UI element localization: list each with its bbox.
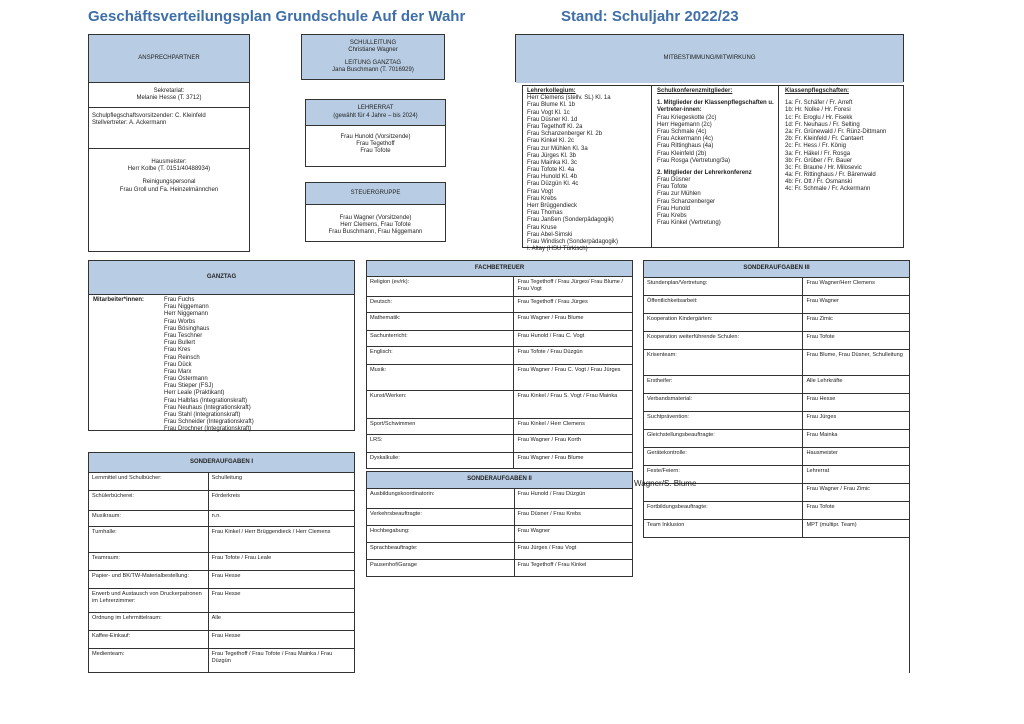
staff-member: Frau Abel-Simski xyxy=(527,231,573,238)
task-assignee: Frau Wagner xyxy=(803,296,910,314)
task-assignee: Hausmeister xyxy=(803,448,910,466)
s2-header: SONDERAUFGABEN II xyxy=(367,472,633,489)
task-label: Teamraum: xyxy=(89,553,209,571)
task-assignee: Frau Hesse xyxy=(208,589,354,613)
special-tasks-1-table xyxy=(88,452,355,673)
staff-member: Frau Jürges Kl. 3b xyxy=(527,152,577,159)
task-label: Hochbegabung: xyxy=(367,526,515,543)
table-row xyxy=(367,489,633,509)
task-label: Mathematik: xyxy=(367,313,514,331)
table-row xyxy=(644,332,910,350)
s1-header: SONDERAUFGABEN I xyxy=(89,453,355,473)
task-assignee: Alle xyxy=(208,613,354,631)
task-assignee: Frau Wagner / Frau Blume xyxy=(514,453,633,469)
task-label: Erstheifer: xyxy=(644,376,803,394)
teacher-conf-member: Frau zur Mühlen xyxy=(657,191,701,198)
teacher-conf-member: Frau Schanzenberger xyxy=(657,198,716,205)
task-assignee: Frau Hesse xyxy=(208,631,354,649)
class-parent-entry: 3a: Fr. Häkel / Fr. Rosga xyxy=(785,150,851,157)
all-day-staff-member: Frau Worbs xyxy=(164,318,196,325)
task-label: Dyskalkulie: xyxy=(367,453,514,469)
staff-member: Frau Mainka Kl. 3c xyxy=(527,159,578,166)
task-label: Religion (ev/rk): xyxy=(367,277,514,297)
task-assignee: Frau Hesse xyxy=(208,571,354,589)
class-parent-entry: 4b: Fr. Ott / Fr. Osmanski xyxy=(785,179,853,186)
staff-member: Herr Brüggendieck xyxy=(527,203,578,209)
task-assignee: Frau Tegethoff / Frau Tofote / Frau Mainka / Frau Düzgün xyxy=(208,649,354,673)
table-row xyxy=(644,376,910,394)
table-row xyxy=(89,571,355,589)
class-parent-entry: 3b: Fr. Grüber / Fr. Bauer xyxy=(785,157,853,164)
table-row xyxy=(367,560,633,577)
task-assignee: Schulleitung xyxy=(208,473,354,491)
all-day-staff-member: Frau Dück xyxy=(164,361,192,368)
teacher-conf-member: Frau Krebs xyxy=(657,213,687,219)
task-label: Lernmittel und Schulbücher: xyxy=(89,473,209,491)
all-day-staff-member: Frau Kres xyxy=(164,347,191,354)
task-assignee: Lehrerrat xyxy=(803,466,910,484)
staff-member: Frau Thomas xyxy=(527,210,563,217)
task-assignee: Frau Tofote / Frau Düzgün xyxy=(514,347,633,365)
table-row xyxy=(367,331,633,347)
teacher-conf-member: Frau Kinkel (Vertretung) xyxy=(657,220,721,227)
all-day-staff-member: Frau Teschner xyxy=(164,332,203,339)
table-row xyxy=(89,649,355,673)
task-assignee: Frau Zimic xyxy=(803,314,910,332)
class-parent-entry: 2c: Fr. Hess / Fr. König xyxy=(785,143,847,150)
staff-member: Herr Clemens (stellv. SL) Kl. 1a xyxy=(527,95,611,102)
table-row xyxy=(89,511,355,527)
task-label: Verbandsmaterial: xyxy=(644,394,803,412)
task-label: Medienteam: xyxy=(89,649,209,673)
table-row xyxy=(89,631,355,649)
task-assignee: Frau Wagner / Frau C. Vogt / Frau Jürges xyxy=(514,365,633,391)
task-label: LRS: xyxy=(367,435,514,453)
fb-header: FACHBETREUER xyxy=(367,261,633,277)
steering-group-header: STEUERGRUPPE xyxy=(306,183,445,205)
task-assignee: Frau Kinkel / Frau S. Vogt / Frau Mainka xyxy=(514,391,633,419)
table-row xyxy=(644,296,910,314)
class-parent-entry: 4c: Fr. Schmale / Fr. Ackermann xyxy=(785,186,871,193)
table-row xyxy=(367,419,633,435)
staff-member: Frau Hunold Kl. 4b xyxy=(527,174,578,181)
staff-list: Lehrerkollegium: Herr Clemens (stellv. SL) Kl. 1a Frau Blume Kl. 1b Frau Vogt Kl. 1c Frau Düsner Kl. 1d Frau Tegethoff Kl. 2a Frau Schanzenberger Kl. 2b Frau Kinkel Kl. 2c Frau zur Mühlen Kl. 3a Frau Jürges Kl. 3b Frau Mainka Kl. 3c Frau Tofote Kl. 4a Frau Hunold Kl. 4b Frau Düzgün Kl. 4c Frau Vogt Frau Krebs Herr Brüggendieck Frau Thomas Frau Janßen (Sonderpädagogik) Frau Kruse Frau Abel-Simski Frau Windisch (Sonderpädagogik) I. Altay (HSU Türkisch) xyxy=(527,88,653,253)
task-label: Schülerbücherei: xyxy=(89,491,209,511)
table-row xyxy=(89,589,355,613)
task-label: Gerätekontrolle: xyxy=(644,448,803,466)
table-row xyxy=(89,553,355,571)
school-conference-list: Schulkonferenzmitglieder: 1. Mitglieder der Klassenpflegschaften u. Vertreter-innen: Frau Kriegeskotte (2c) Herr Hegemann (2c) Frau Schmale (4c) Frau Ackermann (4c) Frau Rittinghaus (4a) Frau Kleinfeld (2b) Frau Rosga (Vertretung/3a) 2. Mitglieder der Lehrerkonferenz Frau Düsner Frau Tofote Frau zur Mühlen Frau Schanzenberger Frau Hunold Frau Krebs Frau Kinkel (Vertretung) xyxy=(657,88,777,227)
task-assignee: Frau Kinkel / Herr Brüggendieck / Herr Clemens xyxy=(208,527,354,553)
staff-member: Frau Kruse xyxy=(527,224,557,231)
class-parent-entry: 1d: Fr. Neuhaus / Fr. Selting xyxy=(785,121,860,128)
task-assignee: Frau Tegethoff / Frau Kinkel xyxy=(514,560,632,577)
all-day-header: GANZTAG xyxy=(89,261,354,295)
steering-group-box xyxy=(305,182,446,242)
task-assignee: Frau Tofote xyxy=(803,502,910,520)
task-assignee: Frau Hesse xyxy=(803,394,910,412)
task-assignee: Frau Hunold / Frau C. Vogt xyxy=(514,331,633,347)
staff-member: Frau Blume Kl. 1b xyxy=(527,102,576,109)
parent-member: Frau Rosga (Vertretung/3a) xyxy=(657,157,731,164)
steering-group-members: Frau Wagner (Vorsitzende) Herr Clemens, Frau Tofote Frau Buschmann, Frau Niggemann xyxy=(328,215,423,236)
staff-member: Frau Düsner Kl. 1d xyxy=(527,116,578,123)
all-day-staff-member: Frau Ostermann xyxy=(164,376,208,383)
all-day-staff-member: Frau Halbfas (Integrationskraft) xyxy=(164,397,248,404)
table-row xyxy=(367,313,633,331)
task-label: Kooperation weiterführende Schulen: xyxy=(644,332,803,350)
task-assignee: Frau Wagner xyxy=(514,526,632,543)
teacher-council-box xyxy=(305,99,446,167)
secretariat: Sekretariat: Melanie Hesse (T. 3712) xyxy=(136,88,202,102)
task-assignee: Frau Tofote xyxy=(803,332,910,350)
task-label: Kooperation Kindergärten: xyxy=(644,314,803,332)
table-row xyxy=(367,277,633,297)
task-label: Öffentlichkeitsarbeit: xyxy=(644,296,803,314)
staff-member: Frau Janßen (Sonderpädagogik) xyxy=(527,217,614,224)
task-label: Gleichstellungsbeauftragte: xyxy=(644,430,803,448)
table-row xyxy=(644,350,910,376)
table-row xyxy=(367,543,633,560)
task-label: Sprachbeauftragte: xyxy=(367,543,515,560)
task-label: Deutsch: xyxy=(367,297,514,313)
task-assignee: Frau Wagner / Frau Zimic xyxy=(803,484,910,502)
contacts-box xyxy=(88,34,250,252)
task-label: Kaffee-Einkauf: xyxy=(89,631,209,649)
task-assignee: MPT (multipr. Team) xyxy=(803,520,910,538)
task-label: Verkehrsbeauftragte: xyxy=(367,509,515,526)
table-row xyxy=(367,509,633,526)
table-row xyxy=(367,526,633,543)
all-day-staff-member: Frau Stahl (Integrationskraft) xyxy=(164,412,241,418)
task-label: Stundenplan/Vertretung: xyxy=(644,278,803,296)
overlay-text: Wagner/S. Blume xyxy=(634,479,697,488)
participation-content xyxy=(522,85,904,253)
staff-member: Frau Schanzenberger Kl. 2b xyxy=(527,131,603,138)
teacher-conf-member: Frau Tofote xyxy=(657,184,688,191)
task-assignee: Alle Lehrkräfte xyxy=(803,376,910,394)
task-assignee: Frau Tegethoff / Frau Jürges xyxy=(514,297,633,313)
participation-box xyxy=(515,34,904,82)
special-tasks-3-table xyxy=(643,260,910,538)
staff-member: Frau Krebs xyxy=(527,195,557,202)
class-parent-entry: 4a: Fr. Rittinghaus / Fr. Bärenwald xyxy=(785,172,876,179)
task-assignee: Frau Wagner / Frau Blume xyxy=(514,313,633,331)
all-day-staff-member: Frau Schneider (Integrationskraft) xyxy=(164,419,254,426)
task-assignee: Förderkreis xyxy=(208,491,354,511)
task-label: Papier- und BK/TW-Materialbestellung: xyxy=(89,571,209,589)
table-row xyxy=(367,297,633,313)
table-row xyxy=(367,453,633,469)
task-assignee: n.n. xyxy=(208,511,354,527)
table-row xyxy=(89,613,355,631)
table-row xyxy=(367,365,633,391)
task-assignee: Frau Mainka xyxy=(803,430,910,448)
staff-member: Frau Windisch (Sonderpädagogik) xyxy=(527,238,619,245)
task-assignee: Frau Hunold / Frau Düzgün xyxy=(514,489,632,509)
task-label: Ausbildungskoordinatorin: xyxy=(367,489,515,509)
school-year: Stand: Schuljahr 2022/23 xyxy=(561,8,739,25)
all-day-staff-list xyxy=(164,297,254,434)
participation-header: MITBESTIMMUNG/MITWIRKUNG xyxy=(516,35,903,83)
task-label: Team Inklusion xyxy=(644,520,803,538)
table-row xyxy=(89,473,355,491)
all-day-staff-label: Mitarbeiter*innen: xyxy=(93,297,145,303)
task-assignee: Frau Wagner/Herr Clemens xyxy=(803,278,910,296)
task-assignee: Frau Kinkel / Herr Clemens xyxy=(514,419,633,435)
task-label: Sachunterricht: xyxy=(367,331,514,347)
parent-member: Herr Hegemann (2c) xyxy=(657,121,712,128)
task-label: Erwerb und Austausch von Druckerpatronen im Lehrerzimmer: xyxy=(89,589,209,613)
table-row xyxy=(367,391,633,419)
table-row xyxy=(644,448,910,466)
school-management-box: SCHULLEITUNG Christiane Wagner LEITUNG GANZTAG Jana Buschmann (T. 7016929) xyxy=(301,34,445,80)
special-tasks-2-table xyxy=(366,471,633,577)
table-row xyxy=(644,412,910,430)
class-parent-entry: 1c: Fr. Eroglu / Hr. Fisekk xyxy=(785,114,853,121)
table-row xyxy=(367,435,633,453)
staff-member: Frau Vogt xyxy=(527,188,554,195)
subject-coordinators-table xyxy=(366,260,633,469)
staff-member: Frau Tegethoff Kl. 2a xyxy=(527,123,583,130)
task-label: Sport/Schwimmen xyxy=(367,419,514,435)
all-day-staff-member: Frau Niggemann xyxy=(164,304,209,311)
task-label: Krisenteam: xyxy=(644,350,803,376)
task-label: Suchtprävention: xyxy=(644,412,803,430)
task-assignee: Frau Blume, Frau Düsner, Schulleitung xyxy=(803,350,910,376)
teacher-council-members: Frau Hunold (Vorsitzende) Frau Tegethoff Frau Tofote xyxy=(340,134,411,155)
teacher-conf-member: Frau Düsner xyxy=(657,177,691,184)
all-day-staff-member: Frau Marx xyxy=(164,368,192,375)
staff-member: Frau Tofote Kl. 4a xyxy=(527,167,575,174)
parent-member: Frau Rittinghaus (4a) xyxy=(657,143,714,150)
contacts-header: ANSPRECHPARTNER xyxy=(89,35,249,83)
all-day-staff-member: Frau Neuhaus (Integrationskraft) xyxy=(164,404,251,411)
task-label: Fortbildungsbeauftragte: xyxy=(644,502,803,520)
table-row xyxy=(644,278,910,296)
all-day-staff-member: Frau Bullert xyxy=(164,340,196,347)
class-parents-list: Klassenpflegschaften: 1a: Fr. Schäfer / Fr. Arreft 1b: Hr. Nolke / Hr. Foresi 1c: Fr. Eroglu / Hr. Fisekk 1d: Fr. Neuhaus / Fr. Selting 2a: Fr. Grünewald / Fr. Rünz-Dittmann 2b: Fr. Kleinfeld / Fr. Cantaert 2c: Fr. Hess / Fr. König 3a: Fr. Häkel / Fr. Rosga 3b: Fr. Grüber / Fr. Bauer 3c: Fr. Braune / Hr. Milosevic 4a: Fr. Rittinghaus / Fr. Bärenwald 4b: Fr. Ott / Fr. Osmanski 4c: Fr. Schmale / Fr. Ackermann xyxy=(785,88,903,194)
parent-member: Frau Schmale (4c) xyxy=(657,128,707,135)
table-row xyxy=(644,502,910,520)
caretaker: Hausmeister: Herr Kolbe (T. 0151/40488934) Reinigungspersonal Frau Groll und Fa. Heinzelmännchen xyxy=(89,148,249,194)
all-day-staff-member: Frau Fuchs xyxy=(164,297,195,303)
task-label: Feste/Feiern: xyxy=(644,466,803,484)
class-parent-entry: 2b: Fr. Kleinfeld / Fr. Cantaert xyxy=(785,136,864,143)
staff-member: Frau Düzgün Kl. 4c xyxy=(527,181,579,188)
table-row xyxy=(367,347,633,365)
task-assignee: Frau Jürges / Frau Vogt xyxy=(514,543,632,560)
all-day-staff-member: Herr Niggemann xyxy=(164,311,209,318)
staff-member: Frau zur Mühlen Kl. 3a xyxy=(527,145,588,152)
task-assignee: Frau Tegethoff / Frau Jürges/ Frau Blume / Frau Vogt xyxy=(514,277,633,297)
page-title: Geschäftsverteilungsplan Grundschule Auf der Wahr xyxy=(88,8,466,25)
task-label: Englisch: xyxy=(367,347,514,365)
class-parent-entry: 1b: Hr. Nolke / Hr. Foresi xyxy=(785,107,851,114)
task-assignee: Frau Düsner / Frau Krebs xyxy=(514,509,632,526)
all-day-staff-member: Herr Leale (Praktikant) xyxy=(164,390,225,397)
parent-member: Frau Ackermann (4c) xyxy=(657,136,714,143)
task-label: Musikraum: xyxy=(89,511,209,527)
parent-member: Frau Kleinfeld (2b) xyxy=(657,150,707,157)
teacher-conf-member: Frau Hunold xyxy=(657,205,691,212)
staff-member: Frau Kinkel Kl. 2c xyxy=(527,138,575,145)
table-row xyxy=(644,520,910,538)
staff-member: I. Altay (HSU Türkisch) xyxy=(527,246,588,253)
task-assignee: Frau Wagner / Frau Korth xyxy=(514,435,633,453)
all-day-staff-member: Frau Drochner (Integrationskraft) xyxy=(164,426,252,433)
table-row xyxy=(644,314,910,332)
table-row xyxy=(89,491,355,511)
s3-header: SONDERAUFGABEN III xyxy=(644,261,910,278)
class-parent-entry: 3c: Fr. Braune / Hr. Milosevic xyxy=(785,164,862,171)
task-label: Ordnung im Lehrmittelraum: xyxy=(89,613,209,631)
task-assignee: Frau Jürges xyxy=(803,412,910,430)
all-day-box xyxy=(88,260,355,431)
teacher-council-header: LEHRERRAT (gewählt für 4 Jahre – bis 2024) xyxy=(306,100,445,126)
all-day-staff-member: Frau Reinsch xyxy=(164,354,200,361)
task-label: Kunst/Werken: xyxy=(367,391,514,419)
table-row xyxy=(644,394,910,412)
class-parent-entry: 2a: Fr. Grünewald / Fr. Rünz-Dittmann xyxy=(785,128,887,135)
task-label: Musik: xyxy=(367,365,514,391)
staff-member: Frau Vogt Kl. 1c xyxy=(527,109,570,116)
class-parent-entry: 1a: Fr. Schäfer / Fr. Arreft xyxy=(785,100,853,107)
task-label: Turnhalle: xyxy=(89,527,209,553)
all-day-staff-member: Frau Stieper (FSJ) xyxy=(164,383,214,390)
task-assignee: Frau Tofote / Frau Leale xyxy=(208,553,354,571)
table-row xyxy=(644,430,910,448)
task-label: Pausenhof/Garage xyxy=(367,560,515,577)
parent-member: Frau Kriegeskotte (2c) xyxy=(657,114,717,121)
all-day-staff-member: Frau Bösinghaus xyxy=(164,325,210,332)
parents-council: Schulpflegschaftsvorsitzender: C. Kleinfeld Stellvertreter: A. Ackermann xyxy=(89,107,249,133)
table-row xyxy=(89,527,355,553)
